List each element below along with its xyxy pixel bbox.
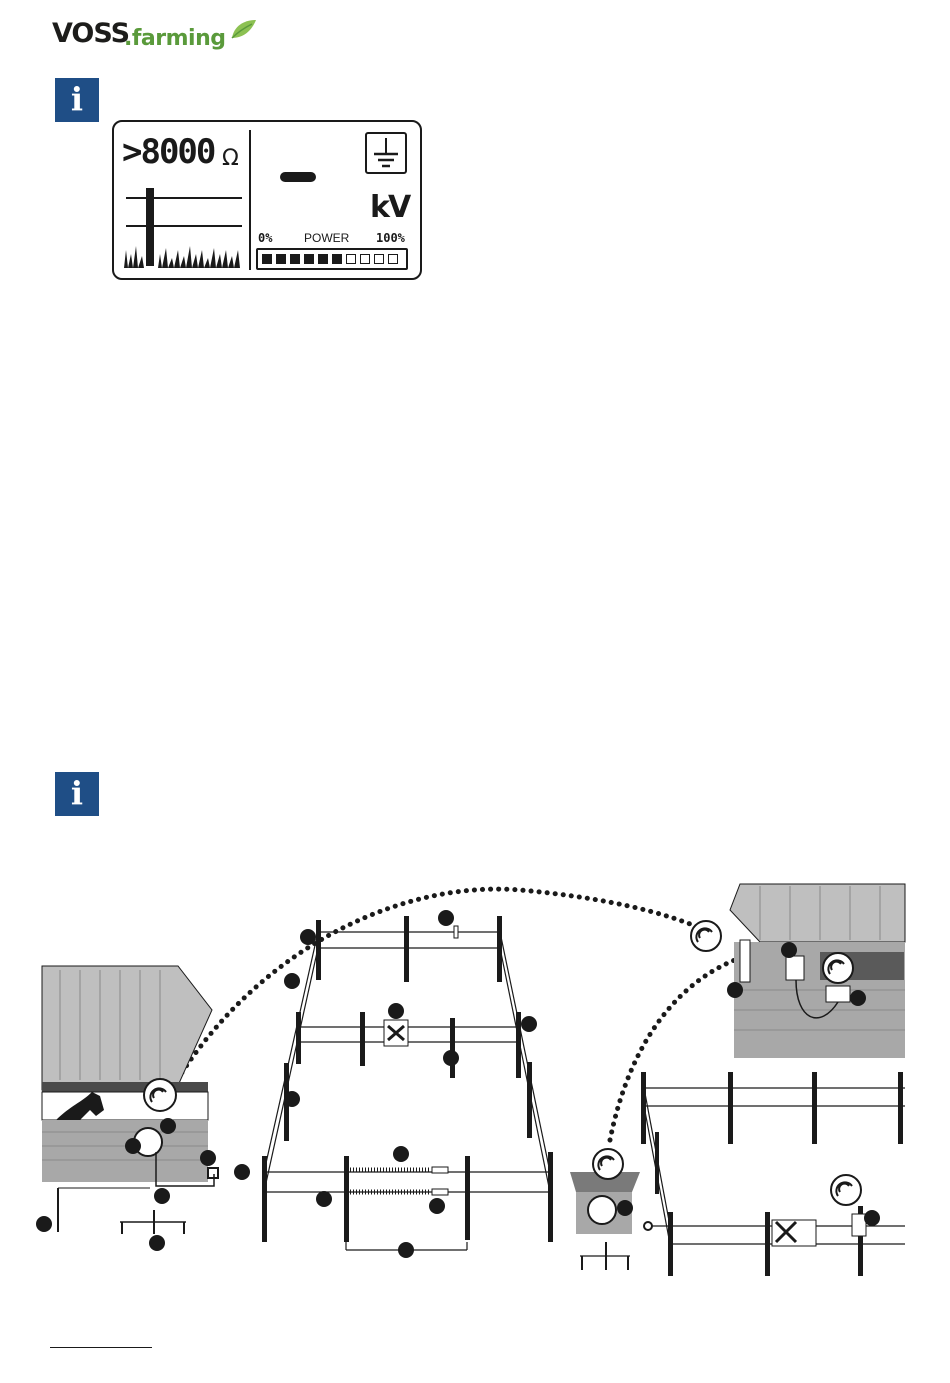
ground-icon bbox=[365, 132, 407, 174]
lcd-divider bbox=[249, 130, 251, 270]
brand-logo bbox=[52, 16, 252, 56]
power-label: POWER bbox=[304, 231, 350, 245]
footer-rule bbox=[50, 1347, 152, 1348]
fence-post-icon bbox=[122, 184, 246, 270]
power-segment bbox=[290, 254, 300, 264]
info-icon bbox=[55, 78, 99, 122]
power-min-label: 0% bbox=[258, 231, 273, 245]
voltage-unit: kV bbox=[370, 190, 410, 225]
info-icon bbox=[55, 772, 99, 816]
power-segment bbox=[276, 254, 286, 264]
resistance-unit: Ω bbox=[222, 146, 239, 171]
energizer-icon bbox=[588, 1196, 616, 1224]
wifi-signal-icon bbox=[144, 1079, 176, 1111]
brand-suffix: .farming bbox=[124, 26, 226, 51]
lcd-display bbox=[112, 120, 422, 280]
grass-icon bbox=[124, 246, 240, 268]
wireless-link-2 bbox=[610, 958, 740, 1140]
power-bar bbox=[256, 248, 408, 270]
fence-installation-diagram bbox=[0, 870, 950, 1300]
fence-tester-icon bbox=[786, 956, 804, 980]
power-segment bbox=[332, 254, 342, 264]
resistance-readout bbox=[122, 132, 214, 172]
power-max-label: 100% bbox=[376, 231, 405, 245]
voltage-dash bbox=[280, 172, 316, 182]
power-segment bbox=[388, 254, 398, 264]
power-segment bbox=[360, 254, 370, 264]
resistance-value: 8000 bbox=[140, 132, 215, 172]
power-segment bbox=[262, 254, 272, 264]
leaf-icon bbox=[228, 18, 258, 40]
power-segment bbox=[374, 254, 384, 264]
insulator-icon bbox=[454, 926, 458, 938]
power-segment bbox=[346, 254, 356, 264]
info-icon-glyph: i bbox=[70, 774, 84, 812]
power-segment bbox=[318, 254, 328, 264]
resistance-prefix: > bbox=[122, 132, 141, 172]
brand-name: VOSS bbox=[52, 18, 130, 49]
power-segment bbox=[304, 254, 314, 264]
info-icon-glyph: i bbox=[70, 80, 84, 118]
